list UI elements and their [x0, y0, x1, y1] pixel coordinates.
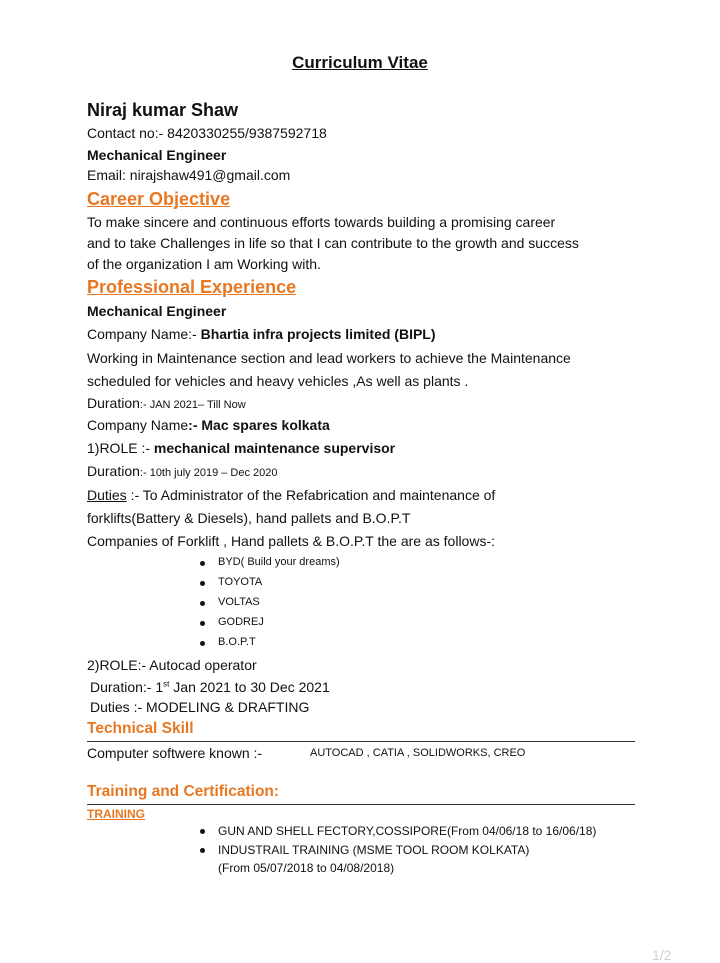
- job2-duties-line: [87, 488, 495, 502]
- role2-duration-sup: st: [163, 679, 170, 689]
- training-item: GUN AND SHELL FECTORY,COSSIPORE(From 04/06/18 to 16/06/18): [218, 824, 597, 838]
- objective-line: of the organization I am Working with.: [87, 256, 321, 272]
- job1-description: scheduled for vehicles and heavy vehicles ,As well as plants .: [87, 373, 469, 389]
- candidate-name: Niraj kumar Shaw: [87, 100, 239, 120]
- role2-duration: [90, 680, 330, 694]
- bullet-icon: [200, 621, 205, 626]
- section-divider: [87, 741, 635, 742]
- job2-duties-label: Duties: [87, 487, 127, 503]
- company-list-item: B.O.P.T: [218, 636, 256, 648]
- job1-description: Working in Maintenance section and lead workers to achieve the Maintenance: [87, 350, 571, 366]
- company-list-item: VOLTAS: [218, 596, 260, 608]
- bullet-icon: [200, 561, 205, 566]
- job2-role: mechanical maintenance supervisor: [150, 440, 396, 456]
- document-title: Curriculum Vitae: [292, 53, 428, 72]
- bullet-icon: [200, 581, 205, 586]
- job2-duties-text: :- To Administrator of the Refabrication and maintenance of: [126, 487, 496, 503]
- bullet-icon: [200, 848, 205, 853]
- company-list-item: BYD( Build your dreams): [218, 556, 340, 568]
- section-divider: [87, 804, 635, 805]
- job1-duration-label: Duration: [87, 395, 140, 411]
- bullet-icon: [200, 641, 205, 646]
- page-indicator: 1/2: [652, 947, 672, 963]
- software-label: Computer softwere known :-: [87, 745, 263, 761]
- job2-duties-continued: forklifts(Battery & Diesels), hand pallets and B.O.P.T: [87, 510, 411, 526]
- role2-duties: Duties :- MODELING & DRAFTING: [90, 699, 310, 715]
- contact-number: Contact no:- 8420330255/9387592718: [87, 125, 327, 141]
- job1-company-name: Bhartia infra projects limited (BIPL): [200, 326, 436, 342]
- experience-role-title: Mechanical Engineer: [87, 303, 227, 319]
- job1-company-line: [87, 327, 436, 341]
- job2-company-name: :- Mac spares kolkata: [188, 417, 330, 433]
- role2-line: 2)ROLE:- Autocad operator: [87, 657, 257, 673]
- job2-role-line: [87, 441, 395, 455]
- role2-duration-suffix: Jan 2021 to 30 Dec 2021: [169, 679, 330, 695]
- professional-experience-heading: Professional Experience: [87, 277, 297, 297]
- job2-duration-value: :- 10th july 2019 – Dec 2020: [139, 467, 278, 479]
- training-item: INDUSTRAIL TRAINING (MSME TOOL ROOM KOLKATA): [218, 843, 530, 857]
- job2-company-line: [87, 418, 330, 432]
- training-subheading: TRAINING: [87, 807, 145, 821]
- job1-duration-line: [87, 396, 246, 412]
- job2-role-label: 1)ROLE :-: [87, 440, 151, 456]
- company-list-item: TOYOTA: [218, 576, 263, 588]
- training-item-continued: (From 05/07/2018 to 04/08/2018): [218, 861, 395, 875]
- career-objective-heading: Career Objective: [87, 189, 231, 209]
- company-list-item: GODREJ: [218, 616, 264, 628]
- software-list: AUTOCAD , CATIA , SOLIDWORKS, CREO: [310, 747, 526, 759]
- objective-line: and to take Challenges in life so that I can contribute to the growth and success: [87, 235, 579, 251]
- job2-company-label: Company Name: [87, 417, 189, 433]
- bullet-icon: [200, 601, 205, 606]
- role2-duration-prefix: Duration:- 1: [90, 679, 164, 695]
- email: Email: nirajshaw491@gmail.com: [87, 167, 291, 183]
- training-heading: Training and Certification:: [87, 783, 280, 800]
- job1-duration-value: :- JAN 2021– Till Now: [139, 399, 246, 411]
- job2-duration-line: [87, 464, 278, 480]
- designation: Mechanical Engineer: [87, 147, 227, 163]
- technical-skill-heading: Technical Skill: [87, 720, 194, 737]
- job2-duration-label: Duration: [87, 463, 140, 479]
- companies-intro: Companies of Forklift , Hand pallets & B.O.P.T the are as follows-:: [87, 533, 495, 549]
- objective-line: To make sincere and continuous efforts towards building a promising career: [87, 214, 556, 230]
- job1-company-label: Company Name:-: [87, 326, 201, 342]
- bullet-icon: [200, 829, 205, 834]
